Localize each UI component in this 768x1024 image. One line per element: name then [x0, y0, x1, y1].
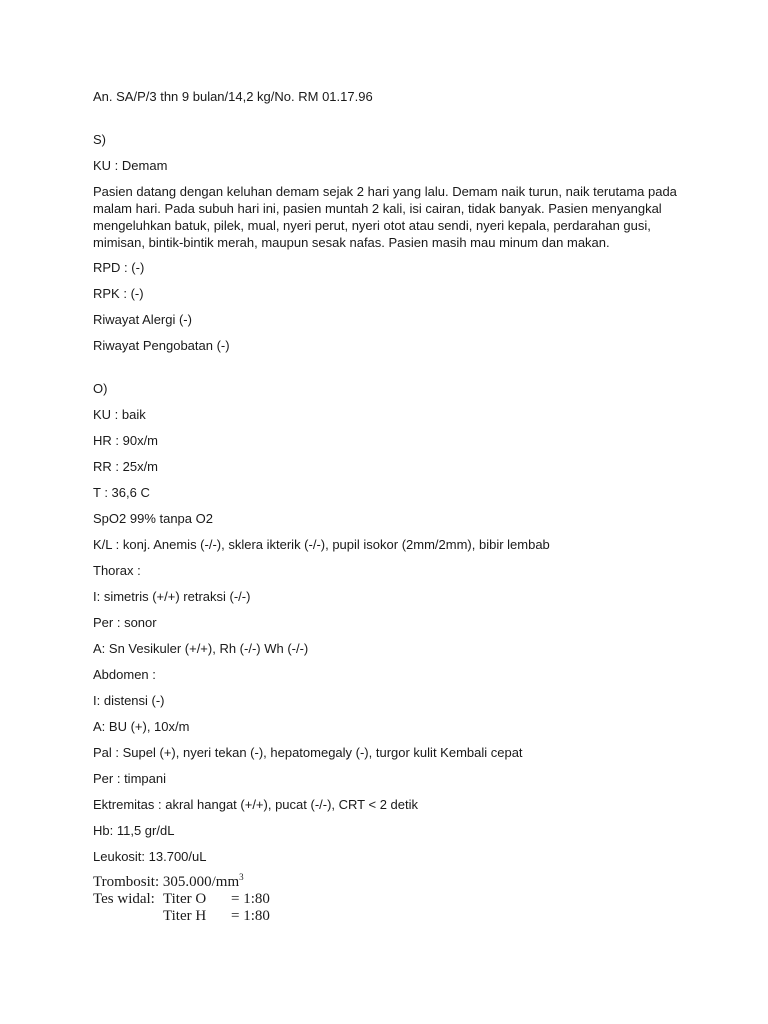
abdomen-inspection-line: I: distensi (-)	[93, 693, 165, 708]
thrombocyte-superscript: 3	[239, 872, 244, 882]
leukocyte-line: Leukosit: 13.700/uL	[93, 849, 207, 864]
abdomen-auscultation-line: A: BU (+), 10x/m	[93, 719, 190, 734]
patient-header: An. SA/P/3 thn 9 bulan/14,2 kg/No. RM 01.17.96	[93, 89, 373, 104]
thorax-heading: Thorax :	[93, 563, 141, 578]
thrombocyte-line	[93, 874, 244, 891]
thorax-percussion-line: Per : sonor	[93, 615, 157, 630]
thorax-inspection-line: I: simetris (+/+) retraksi (-/-)	[93, 589, 251, 604]
thorax-auscultation-line: A: Sn Vesikuler (+/+), Rh (-/-) Wh (-/-)	[93, 641, 309, 656]
rpk-line: RPK : (-)	[93, 286, 144, 301]
objective-ku: KU : baik	[93, 407, 146, 422]
medication-line: Riwayat Pengobatan (-)	[93, 338, 230, 353]
rpd-line: RPD : (-)	[93, 260, 145, 275]
objective-heading: O)	[93, 381, 108, 396]
titer-h-value: = 1:80	[231, 908, 270, 924]
titer-o-value: = 1:80	[231, 891, 270, 907]
hemoglobin-line: Hb: 11,5 gr/dL	[93, 823, 175, 838]
titer-o-label: Titer O	[163, 891, 207, 907]
temperature-line: T : 36,6 C	[93, 485, 150, 500]
abdomen-percussion-line: Per : timpani	[93, 771, 166, 786]
abdomen-heading: Abdomen :	[93, 667, 156, 682]
thrombocyte-label: Trombosit: 305.000/mm	[93, 874, 240, 890]
titer-h-label: Titer H	[163, 908, 207, 924]
subjective-heading: S)	[93, 132, 106, 147]
extremities-line: Ektremitas : akral hangat (+/+), pucat (-/-), CRT < 2 detik	[93, 797, 419, 812]
allergy-line: Riwayat Alergi (-)	[93, 312, 192, 327]
subjective-ku: KU : Demam	[93, 158, 168, 173]
heart-rate-line: HR : 90x/m	[93, 433, 159, 448]
abdomen-palpation-line: Pal : Supel (+), nyeri tekan (-), hepatomegaly (-), turgor kulit Kembali cepat	[93, 745, 523, 760]
respiratory-rate-line: RR : 25x/m	[93, 459, 159, 474]
head-neck-line: K/L : konj. Anemis (-/-), sklera ikterik (-/-), pupil isokor (2mm/2mm), bibir lembab	[93, 537, 550, 552]
spo2-line: SpO2 99% tanpa O2	[93, 511, 213, 526]
widal-label: Tes widal:	[93, 891, 155, 907]
history-paragraph: Pasien datang dengan keluhan demam sejak 2 hari yang lalu. Demam naik turun, naik terutama pada malam hari. Pada subuh hari ini, pasien muntah 2 kali, isi cairan, tidak banyak. Pasien menyangkal mengeluhkan batuk, pilek, mual, nyeri perut, nyeri otot atau sendi, nyeri kepala, perdarahan gusi, mimisan, bintik-bintik merah, maupun sesak nafas. Pasien masih mau minum dan makan.	[93, 184, 677, 250]
